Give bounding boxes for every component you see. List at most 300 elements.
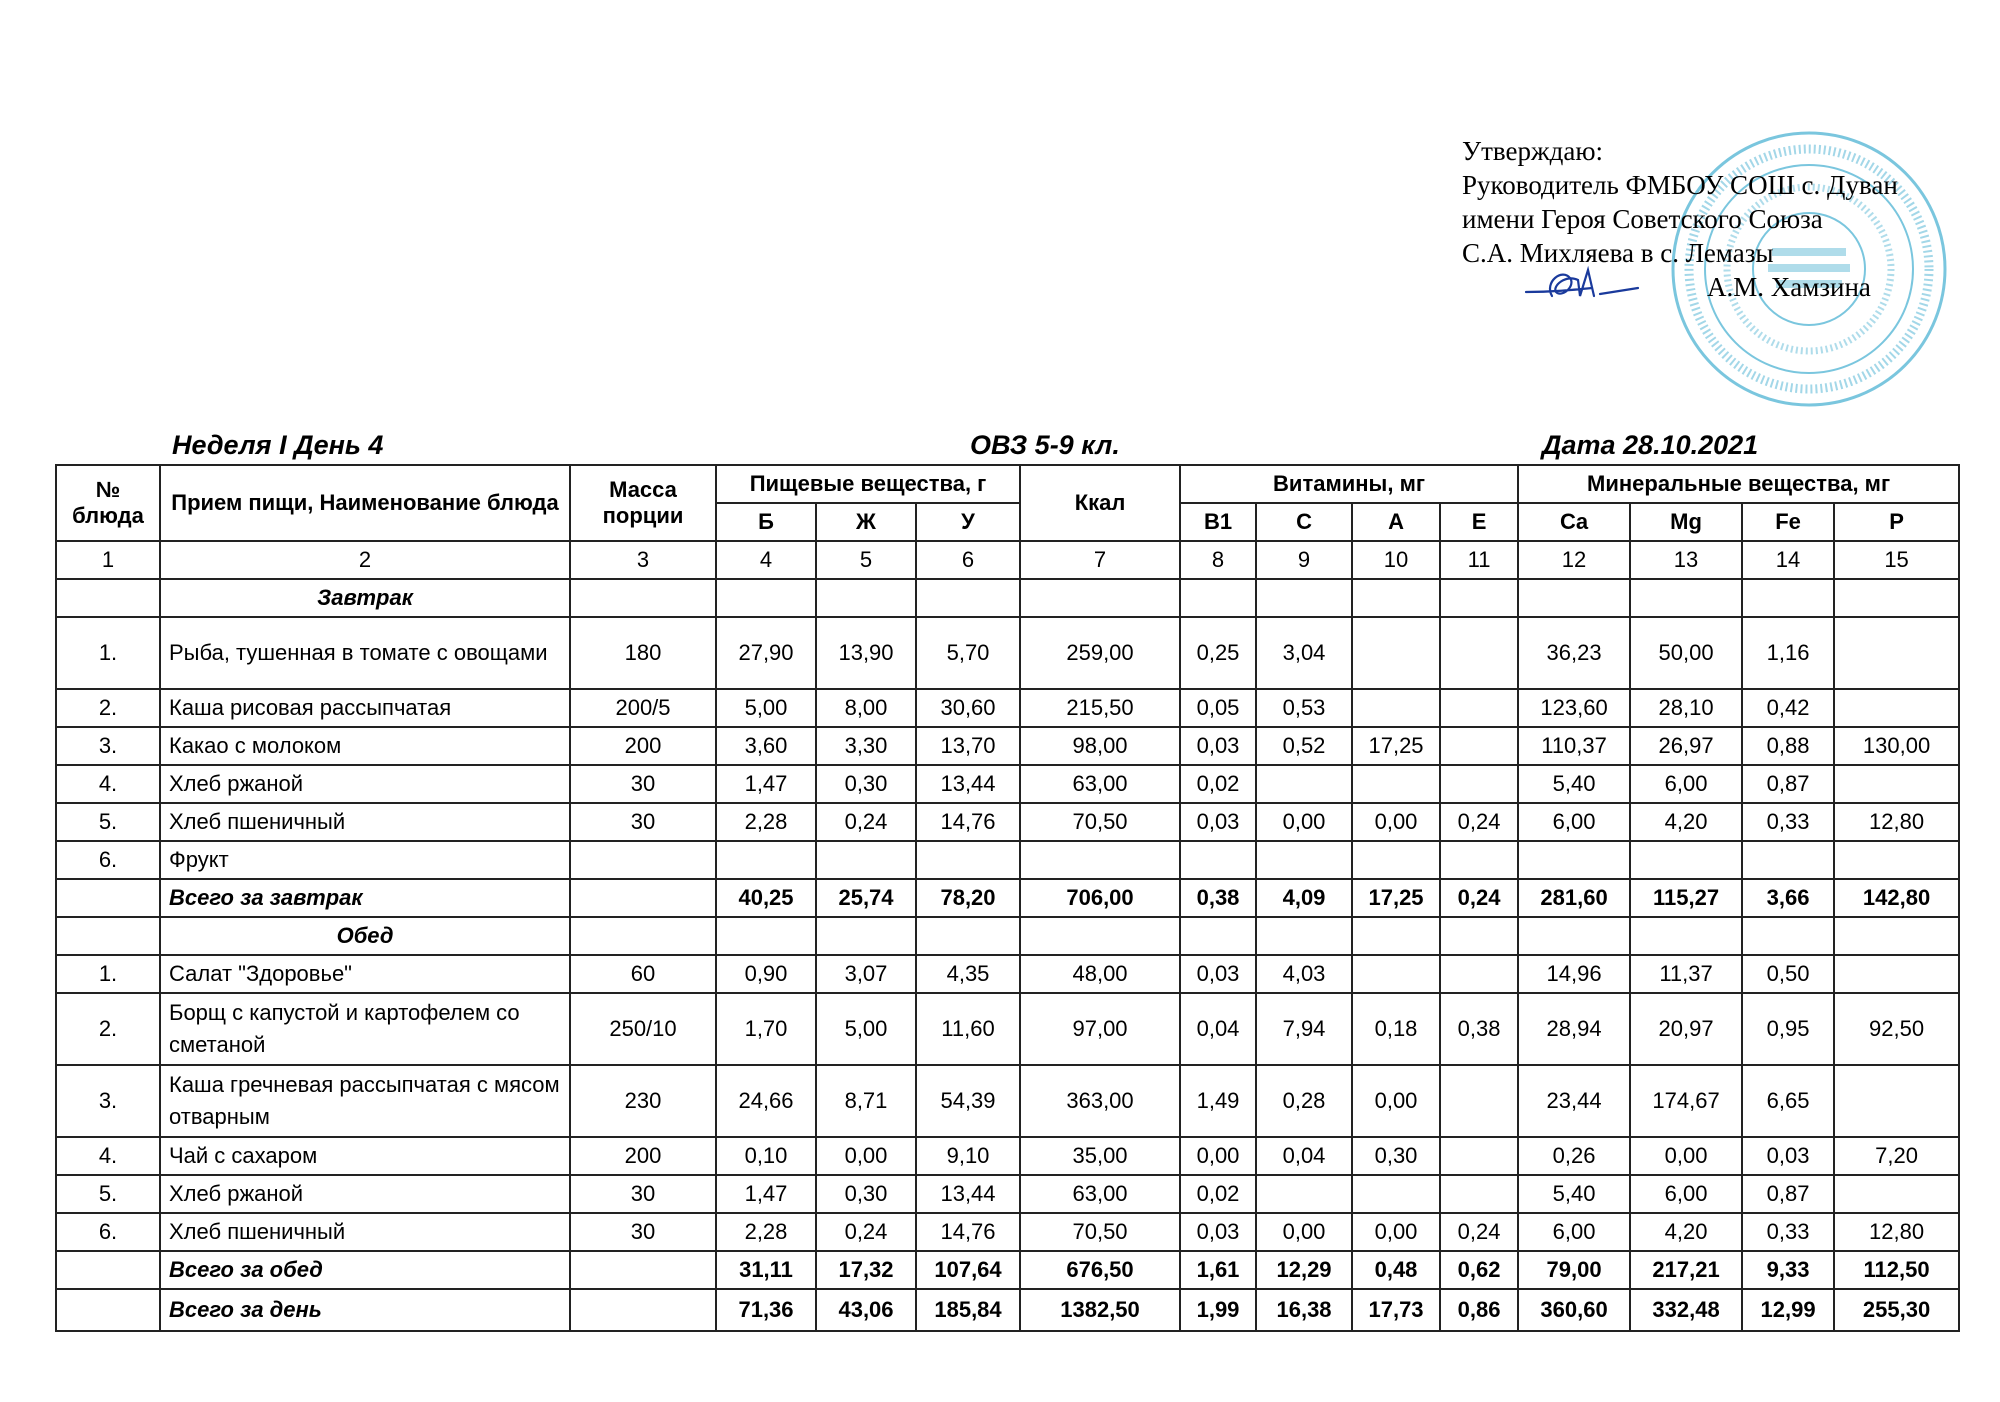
empty-cell xyxy=(570,579,716,617)
approval-line-2: имени Героя Советского Союза xyxy=(1462,204,1823,234)
value-e: 0,38 xyxy=(1440,993,1518,1065)
empty-cell xyxy=(916,579,1020,617)
value-zh: 13,90 xyxy=(816,617,916,689)
col-nutrients: Пищевые вещества, г xyxy=(716,465,1020,503)
value-mg: 4,20 xyxy=(1630,1213,1742,1251)
index-cell: 3 xyxy=(570,541,716,579)
value-p xyxy=(1834,1065,1959,1137)
empty-cell xyxy=(56,879,160,917)
value-a: 0,00 xyxy=(1352,1213,1440,1251)
empty-cell xyxy=(1518,917,1630,955)
section-title: Завтрак xyxy=(160,579,570,617)
dish-row xyxy=(56,1175,1959,1213)
total-kcal: 1382,50 xyxy=(1020,1289,1180,1331)
col-vitamins: Витамины, мг xyxy=(1180,465,1518,503)
empty-cell xyxy=(1742,579,1834,617)
total-u: 107,64 xyxy=(916,1251,1020,1289)
date-label: Дата 28.10.2021 xyxy=(1542,430,1759,460)
dish-row xyxy=(56,1213,1959,1251)
total-b: 31,11 xyxy=(716,1251,816,1289)
empty-cell xyxy=(1256,579,1352,617)
empty-cell xyxy=(570,879,716,917)
empty-cell xyxy=(1020,917,1180,955)
value-b xyxy=(716,841,816,879)
col-fe: Fe xyxy=(1742,503,1834,541)
value-e xyxy=(1440,617,1518,689)
total-u: 185,84 xyxy=(916,1289,1020,1331)
dish-number: 2. xyxy=(56,689,160,727)
value-u: 4,35 xyxy=(916,955,1020,993)
col-mg: Mg xyxy=(1630,503,1742,541)
dish-row xyxy=(56,727,1959,765)
dish-mass xyxy=(570,841,716,879)
approval-line-3: С.А. Михляева в с. Лемазы xyxy=(1462,238,1774,268)
approval-title: Утверждаю: xyxy=(1462,136,1604,166)
empty-cell xyxy=(1518,579,1630,617)
col-zh: Ж xyxy=(816,503,916,541)
total-fe: 12,99 xyxy=(1742,1289,1834,1331)
value-e xyxy=(1440,765,1518,803)
value-zh: 8,71 xyxy=(816,1065,916,1137)
value-b1: 0,04 xyxy=(1180,993,1256,1065)
dish-mass: 180 xyxy=(570,617,716,689)
empty-cell xyxy=(1180,579,1256,617)
value-e xyxy=(1440,727,1518,765)
section-row-lunch xyxy=(56,917,1959,955)
value-e xyxy=(1440,955,1518,993)
value-p xyxy=(1834,765,1959,803)
empty-cell xyxy=(1440,579,1518,617)
dish-name: Борщ с капустой и картофелем со сметаной xyxy=(160,993,570,1065)
total-b: 40,25 xyxy=(716,879,816,917)
dish-name: Фрукт xyxy=(160,841,570,879)
value-p xyxy=(1834,1175,1959,1213)
empty-cell xyxy=(1440,917,1518,955)
value-zh: 0,24 xyxy=(816,803,916,841)
total-e: 0,24 xyxy=(1440,879,1518,917)
value-fe: 0,33 xyxy=(1742,1213,1834,1251)
total-zh: 43,06 xyxy=(816,1289,916,1331)
value-b1: 0,03 xyxy=(1180,1213,1256,1251)
value-b: 24,66 xyxy=(716,1065,816,1137)
value-c: 0,00 xyxy=(1256,803,1352,841)
value-b: 1,70 xyxy=(716,993,816,1065)
value-mg: 4,20 xyxy=(1630,803,1742,841)
index-cell: 14 xyxy=(1742,541,1834,579)
value-b: 27,90 xyxy=(716,617,816,689)
value-ca: 36,23 xyxy=(1518,617,1630,689)
total-fe: 9,33 xyxy=(1742,1251,1834,1289)
total-fe: 3,66 xyxy=(1742,879,1834,917)
value-ca: 110,37 xyxy=(1518,727,1630,765)
dish-name: Хлеб ржаной xyxy=(160,765,570,803)
dish-name: Хлеб пшеничный xyxy=(160,803,570,841)
value-zh xyxy=(816,841,916,879)
value-kcal: 259,00 xyxy=(1020,617,1180,689)
col-kcal: Ккал xyxy=(1020,465,1180,541)
index-cell: 1 xyxy=(56,541,160,579)
value-p: 92,50 xyxy=(1834,993,1959,1065)
col-meal: Прием пищи, Наименование блюда xyxy=(160,465,570,541)
dish-number: 1. xyxy=(56,617,160,689)
empty-cell xyxy=(1352,917,1440,955)
value-u: 13,70 xyxy=(916,727,1020,765)
section-row-breakfast xyxy=(56,579,1959,617)
col-mass: Масса порции xyxy=(570,465,716,541)
dish-row xyxy=(56,803,1959,841)
value-a xyxy=(1352,765,1440,803)
value-zh: 3,30 xyxy=(816,727,916,765)
value-fe: 6,65 xyxy=(1742,1065,1834,1137)
col-u: У xyxy=(916,503,1020,541)
empty-cell xyxy=(1742,917,1834,955)
value-b: 0,90 xyxy=(716,955,816,993)
index-cell: 12 xyxy=(1518,541,1630,579)
value-fe: 0,42 xyxy=(1742,689,1834,727)
value-b1: 1,49 xyxy=(1180,1065,1256,1137)
total-e: 0,62 xyxy=(1440,1251,1518,1289)
dish-number: 5. xyxy=(56,1175,160,1213)
dish-mass: 30 xyxy=(570,765,716,803)
value-kcal: 363,00 xyxy=(1020,1065,1180,1137)
value-e xyxy=(1440,689,1518,727)
value-fe: 0,03 xyxy=(1742,1137,1834,1175)
value-ca: 6,00 xyxy=(1518,803,1630,841)
value-c xyxy=(1256,765,1352,803)
dish-number: 4. xyxy=(56,1137,160,1175)
total-a: 17,73 xyxy=(1352,1289,1440,1331)
total-label: Всего за день xyxy=(160,1289,570,1331)
value-kcal xyxy=(1020,841,1180,879)
value-c xyxy=(1256,841,1352,879)
value-b: 3,60 xyxy=(716,727,816,765)
dish-row xyxy=(56,689,1959,727)
total-mg: 332,48 xyxy=(1630,1289,1742,1331)
empty-cell xyxy=(1352,579,1440,617)
value-zh: 0,30 xyxy=(816,1175,916,1213)
total-zh: 17,32 xyxy=(816,1251,916,1289)
dish-row xyxy=(56,765,1959,803)
value-zh: 3,07 xyxy=(816,955,916,993)
dish-name: Хлеб пшеничный xyxy=(160,1213,570,1251)
value-a: 0,00 xyxy=(1352,1065,1440,1137)
total-label: Всего за завтрак xyxy=(160,879,570,917)
value-u: 14,76 xyxy=(916,1213,1020,1251)
value-b: 2,28 xyxy=(716,803,816,841)
value-zh: 0,00 xyxy=(816,1137,916,1175)
total-c: 4,09 xyxy=(1256,879,1352,917)
total-mg: 115,27 xyxy=(1630,879,1742,917)
col-e: E xyxy=(1440,503,1518,541)
total-mg: 217,21 xyxy=(1630,1251,1742,1289)
value-b1: 0,03 xyxy=(1180,803,1256,841)
total-a: 0,48 xyxy=(1352,1251,1440,1289)
value-fe: 0,50 xyxy=(1742,955,1834,993)
col-ca: Ca xyxy=(1518,503,1630,541)
total-zh: 25,74 xyxy=(816,879,916,917)
value-c: 0,04 xyxy=(1256,1137,1352,1175)
value-a: 0,00 xyxy=(1352,803,1440,841)
empty-cell xyxy=(816,917,916,955)
value-a xyxy=(1352,955,1440,993)
index-cell: 6 xyxy=(916,541,1020,579)
dish-number: 4. xyxy=(56,765,160,803)
column-index-row xyxy=(56,541,1959,579)
index-cell: 7 xyxy=(1020,541,1180,579)
dish-number: 3. xyxy=(56,1065,160,1137)
dish-name: Чай с сахаром xyxy=(160,1137,570,1175)
total-c: 16,38 xyxy=(1256,1289,1352,1331)
value-b1 xyxy=(1180,841,1256,879)
value-b: 0,10 xyxy=(716,1137,816,1175)
dish-row xyxy=(56,1137,1959,1175)
index-cell: 13 xyxy=(1630,541,1742,579)
value-u: 14,76 xyxy=(916,803,1020,841)
value-u: 9,10 xyxy=(916,1137,1020,1175)
index-cell: 5 xyxy=(816,541,916,579)
dish-number: 6. xyxy=(56,841,160,879)
value-ca: 28,94 xyxy=(1518,993,1630,1065)
total-p: 112,50 xyxy=(1834,1251,1959,1289)
value-ca: 5,40 xyxy=(1518,765,1630,803)
approval-line-1: Руководитель ФМБОУ СОШ с. Дуван xyxy=(1462,170,1898,200)
total-ca: 281,60 xyxy=(1518,879,1630,917)
value-u: 5,70 xyxy=(916,617,1020,689)
value-c: 4,03 xyxy=(1256,955,1352,993)
empty-cell xyxy=(1020,579,1180,617)
value-fe: 0,87 xyxy=(1742,1175,1834,1213)
value-e: 0,24 xyxy=(1440,1213,1518,1251)
value-u: 13,44 xyxy=(916,765,1020,803)
dish-number: 1. xyxy=(56,955,160,993)
total-u: 78,20 xyxy=(916,879,1020,917)
value-ca: 123,60 xyxy=(1518,689,1630,727)
dish-row xyxy=(56,617,1959,689)
value-kcal: 35,00 xyxy=(1020,1137,1180,1175)
value-b: 5,00 xyxy=(716,689,816,727)
empty-cell xyxy=(1630,917,1742,955)
value-c: 0,53 xyxy=(1256,689,1352,727)
value-kcal: 97,00 xyxy=(1020,993,1180,1065)
value-b1: 0,03 xyxy=(1180,727,1256,765)
total-c: 12,29 xyxy=(1256,1251,1352,1289)
empty-cell xyxy=(56,1289,160,1331)
dish-number: 3. xyxy=(56,727,160,765)
value-u: 54,39 xyxy=(916,1065,1020,1137)
dish-mass: 200 xyxy=(570,727,716,765)
value-p xyxy=(1834,617,1959,689)
dish-number: 2. xyxy=(56,993,160,1065)
dish-row xyxy=(56,955,1959,993)
value-kcal: 215,50 xyxy=(1020,689,1180,727)
value-c: 3,04 xyxy=(1256,617,1352,689)
dish-number: 6. xyxy=(56,1213,160,1251)
index-cell: 2 xyxy=(160,541,570,579)
dish-name: Каша рисовая рассыпчатая xyxy=(160,689,570,727)
dish-name: Какао с молоком xyxy=(160,727,570,765)
empty-cell xyxy=(1630,579,1742,617)
value-e xyxy=(1440,841,1518,879)
value-fe: 0,88 xyxy=(1742,727,1834,765)
value-kcal: 70,50 xyxy=(1020,803,1180,841)
total-e: 0,86 xyxy=(1440,1289,1518,1331)
total-b: 71,36 xyxy=(716,1289,816,1331)
signature-line xyxy=(1462,270,1982,304)
value-p: 12,80 xyxy=(1834,1213,1959,1251)
value-c: 0,28 xyxy=(1256,1065,1352,1137)
total-p: 142,80 xyxy=(1834,879,1959,917)
total-b1: 0,38 xyxy=(1180,879,1256,917)
total-ca: 360,60 xyxy=(1518,1289,1630,1331)
value-zh: 0,30 xyxy=(816,765,916,803)
dish-name: Хлеб ржаной xyxy=(160,1175,570,1213)
value-p: 130,00 xyxy=(1834,727,1959,765)
value-ca: 14,96 xyxy=(1518,955,1630,993)
value-a: 17,25 xyxy=(1352,727,1440,765)
value-p xyxy=(1834,955,1959,993)
value-ca: 6,00 xyxy=(1518,1213,1630,1251)
empty-cell xyxy=(1834,579,1959,617)
value-c: 7,94 xyxy=(1256,993,1352,1065)
dish-mass: 230 xyxy=(570,1065,716,1137)
empty-cell xyxy=(1256,917,1352,955)
breakfast-total-row xyxy=(56,879,1959,917)
dish-mass: 200 xyxy=(570,1137,716,1175)
section-title: Обед xyxy=(160,917,570,955)
col-b1: B1 xyxy=(1180,503,1256,541)
header-row-1 xyxy=(56,465,1959,503)
menu-table xyxy=(55,464,1960,1332)
lunch-total-row xyxy=(56,1251,1959,1289)
value-u xyxy=(916,841,1020,879)
total-a: 17,25 xyxy=(1352,879,1440,917)
value-mg: 11,37 xyxy=(1630,955,1742,993)
value-a: 0,18 xyxy=(1352,993,1440,1065)
value-p xyxy=(1834,841,1959,879)
empty-cell xyxy=(1180,917,1256,955)
dish-mass: 30 xyxy=(570,1175,716,1213)
total-ca: 79,00 xyxy=(1518,1251,1630,1289)
value-b1: 0,00 xyxy=(1180,1137,1256,1175)
total-kcal: 706,00 xyxy=(1020,879,1180,917)
value-b1: 0,02 xyxy=(1180,1175,1256,1213)
index-cell: 11 xyxy=(1440,541,1518,579)
value-zh: 5,00 xyxy=(816,993,916,1065)
value-mg: 20,97 xyxy=(1630,993,1742,1065)
value-fe: 1,16 xyxy=(1742,617,1834,689)
empty-cell xyxy=(56,917,160,955)
total-b1: 1,61 xyxy=(1180,1251,1256,1289)
value-kcal: 63,00 xyxy=(1020,1175,1180,1213)
value-b: 1,47 xyxy=(716,1175,816,1213)
value-a xyxy=(1352,689,1440,727)
empty-cell xyxy=(56,1251,160,1289)
value-mg: 0,00 xyxy=(1630,1137,1742,1175)
dish-number: 5. xyxy=(56,803,160,841)
menu-header xyxy=(0,430,2000,466)
value-ca: 23,44 xyxy=(1518,1065,1630,1137)
signature-icon xyxy=(1522,262,1642,306)
value-mg: 6,00 xyxy=(1630,1175,1742,1213)
empty-cell xyxy=(716,917,816,955)
value-kcal: 98,00 xyxy=(1020,727,1180,765)
value-mg: 50,00 xyxy=(1630,617,1742,689)
dish-row xyxy=(56,1065,1959,1137)
value-fe: 0,95 xyxy=(1742,993,1834,1065)
total-p: 255,30 xyxy=(1834,1289,1959,1331)
value-p xyxy=(1834,689,1959,727)
day-total-row xyxy=(56,1289,1959,1331)
value-zh: 0,24 xyxy=(816,1213,916,1251)
index-cell: 8 xyxy=(1180,541,1256,579)
value-b: 1,47 xyxy=(716,765,816,803)
menu-body xyxy=(56,541,1959,1331)
value-e xyxy=(1440,1065,1518,1137)
empty-cell xyxy=(570,1251,716,1289)
value-u: 13,44 xyxy=(916,1175,1020,1213)
dish-name: Салат "Здоровье" xyxy=(160,955,570,993)
value-mg: 26,97 xyxy=(1630,727,1742,765)
col-num: № блюда xyxy=(56,465,160,541)
dish-mass: 250/10 xyxy=(570,993,716,1065)
value-fe xyxy=(1742,841,1834,879)
value-a: 0,30 xyxy=(1352,1137,1440,1175)
col-b: Б xyxy=(716,503,816,541)
value-fe: 0,33 xyxy=(1742,803,1834,841)
dish-mass: 200/5 xyxy=(570,689,716,727)
col-c: C xyxy=(1256,503,1352,541)
value-mg: 174,67 xyxy=(1630,1065,1742,1137)
empty-cell xyxy=(916,917,1020,955)
index-cell: 10 xyxy=(1352,541,1440,579)
value-mg xyxy=(1630,841,1742,879)
value-ca: 5,40 xyxy=(1518,1175,1630,1213)
empty-cell xyxy=(570,917,716,955)
value-kcal: 48,00 xyxy=(1020,955,1180,993)
col-p: P xyxy=(1834,503,1959,541)
group-label: ОВЗ 5-9 кл. xyxy=(970,430,1120,460)
value-mg: 6,00 xyxy=(1630,765,1742,803)
signer-name: А.М. Хамзина xyxy=(1707,272,1871,302)
value-e: 0,24 xyxy=(1440,803,1518,841)
value-c xyxy=(1256,1175,1352,1213)
index-cell: 15 xyxy=(1834,541,1959,579)
dish-name: Каша гречневая рассыпчатая с мясом отварным xyxy=(160,1065,570,1137)
value-c: 0,00 xyxy=(1256,1213,1352,1251)
dish-name: Рыба, тушенная в томате с овощами xyxy=(160,617,570,689)
value-kcal: 70,50 xyxy=(1020,1213,1180,1251)
value-e xyxy=(1440,1175,1518,1213)
week-day-label: Неделя I День 4 xyxy=(172,430,384,460)
value-ca xyxy=(1518,841,1630,879)
value-u: 11,60 xyxy=(916,993,1020,1065)
empty-cell xyxy=(570,1289,716,1331)
dish-mass: 30 xyxy=(570,1213,716,1251)
value-zh: 8,00 xyxy=(816,689,916,727)
value-kcal: 63,00 xyxy=(1020,765,1180,803)
empty-cell xyxy=(56,579,160,617)
value-a xyxy=(1352,1175,1440,1213)
value-a xyxy=(1352,841,1440,879)
total-b1: 1,99 xyxy=(1180,1289,1256,1331)
value-mg: 28,10 xyxy=(1630,689,1742,727)
value-c: 0,52 xyxy=(1256,727,1352,765)
empty-cell xyxy=(816,579,916,617)
value-ca: 0,26 xyxy=(1518,1137,1630,1175)
value-b1: 0,02 xyxy=(1180,765,1256,803)
dish-row xyxy=(56,993,1959,1065)
value-fe: 0,87 xyxy=(1742,765,1834,803)
